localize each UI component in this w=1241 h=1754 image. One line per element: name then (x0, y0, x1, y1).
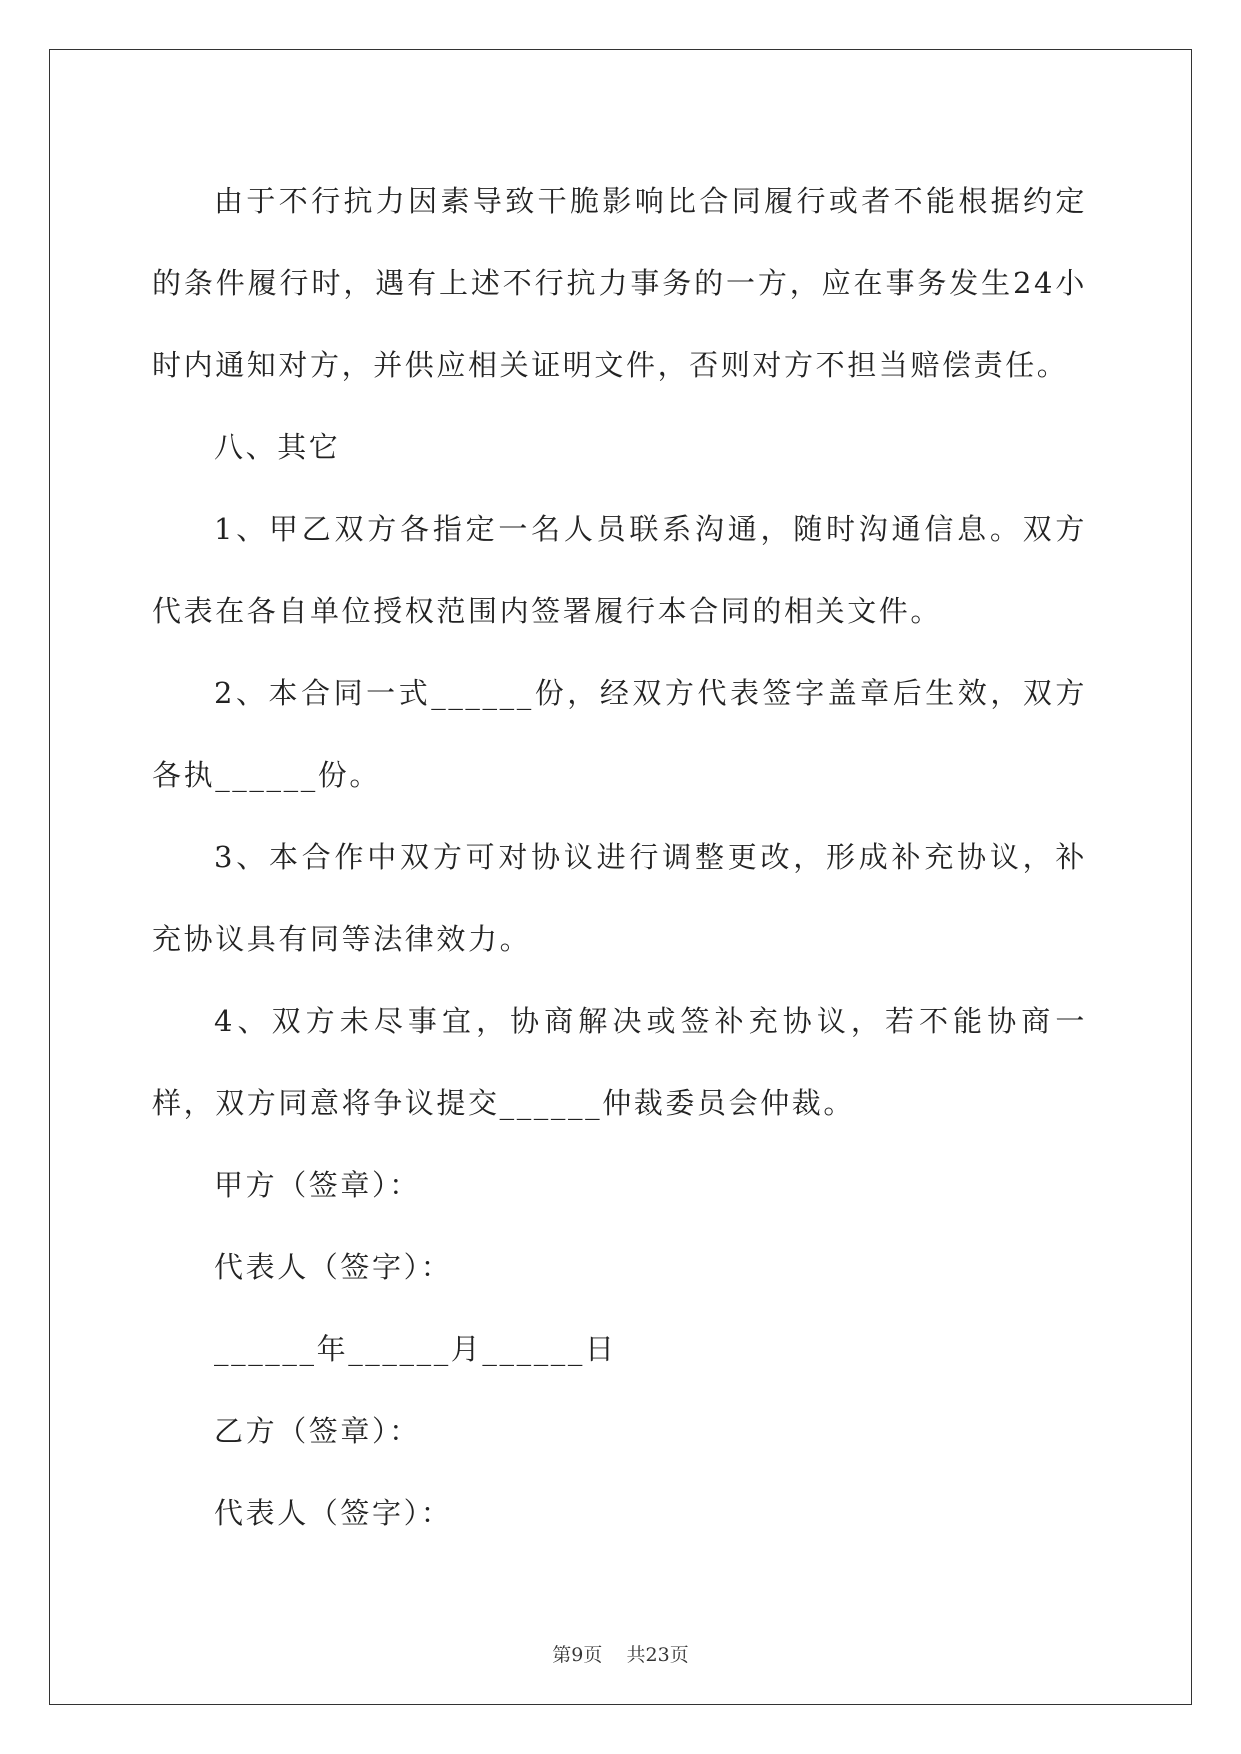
paragraph-force-majeure: 由于不行抗力因素导致干脆影响比合同履行或者不能根据约定的条件履行时，遇有上述不行抗力事务的一方，应在事务发生24小时内通知对方，并供应相关证明文件，否则对方不担当赔偿责任。 (152, 184, 1087, 382)
party-a-representative: 代表人（签字）： (214, 1250, 453, 1284)
party-b-representative: 代表人（签字）： (214, 1496, 453, 1530)
section-heading-other: 八、其它 (214, 430, 341, 464)
clause-2: 2、本合同一式______份，经双方代表签字盖章后生效，双方各执______份。 (152, 676, 1087, 792)
page-number: 第9页 (552, 1644, 603, 1666)
document-body (152, 160, 1087, 1554)
party-b-seal: 乙方（签章）： (214, 1414, 421, 1448)
clause-1: 1、甲乙双方各指定一名人员联系沟通，随时沟通信息。双方代表在各自单位授权范围内签署履行本合同的相关文件。 (152, 512, 1087, 628)
page-footer (0, 1640, 1241, 1667)
clause-3: 3、本合作中双方可对协议进行调整更改，形成补充协议，补充协议具有同等法律效力。 (152, 840, 1087, 956)
party-a-seal: 甲方（签章）： (214, 1168, 421, 1202)
page-total: 共23页 (626, 1644, 689, 1666)
clause-4: 4、双方未尽事宜，协商解决或签补充协议，若不能协商一样，双方同意将争议提交______仲裁委员会仲裁。 (152, 1004, 1087, 1120)
party-a-date: ______年______月______日 (214, 1332, 617, 1366)
